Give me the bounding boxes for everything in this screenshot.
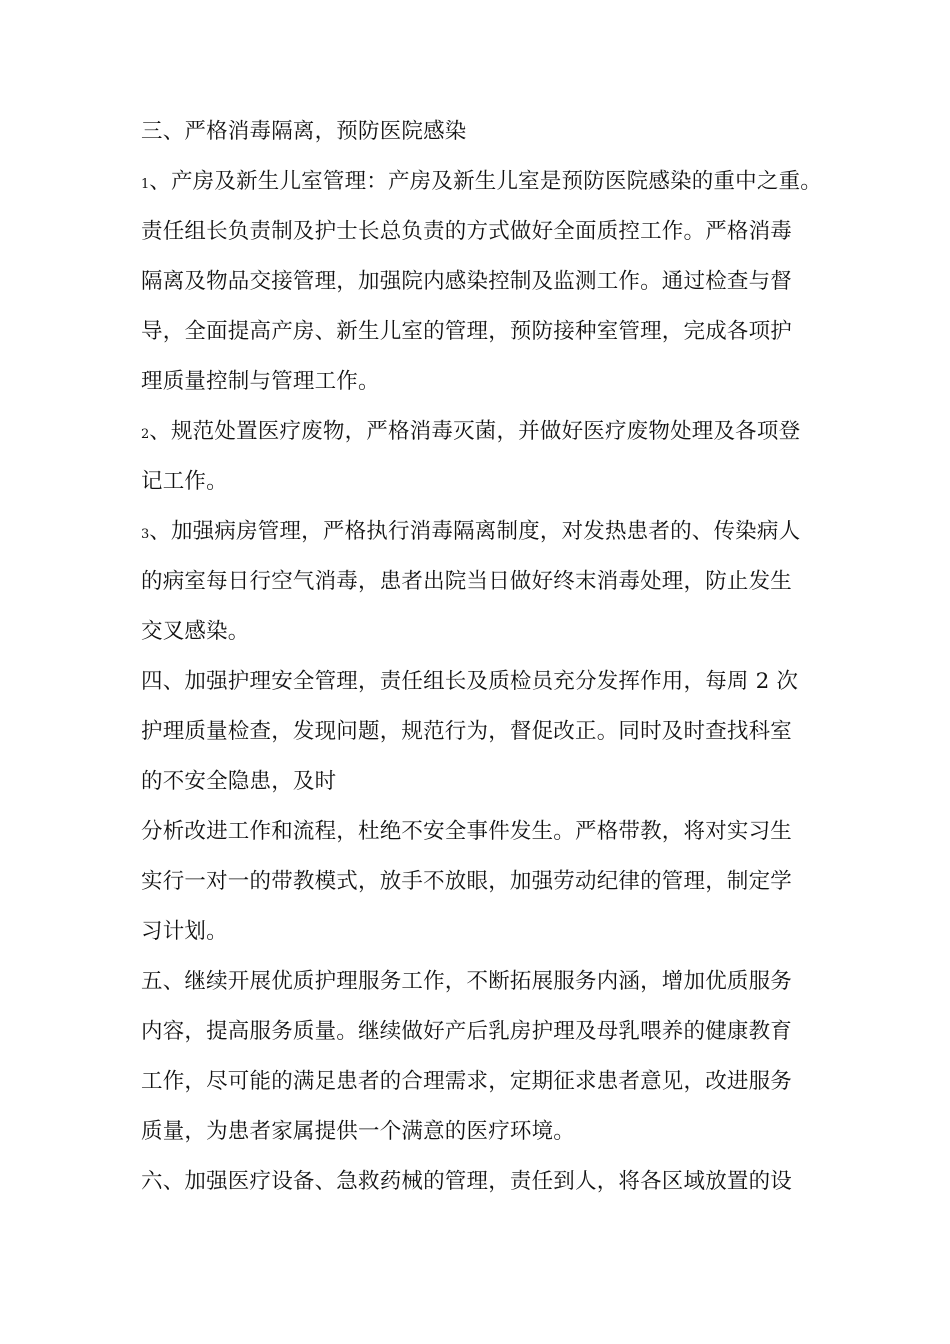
text-line: 理质量控制与管理工作。 [141,369,380,394]
text-line: 习计划。 [141,919,228,944]
text-line: 实行一对一的带教模式，放手不放眼，加强劳动纪律的管理，制定学 [141,869,793,894]
text-line: 交叉感染。 [141,619,250,644]
text-line: 内容，提高服务质量。继续做好产后乳房护理及母乳喂养的健康教育 [141,1019,793,1044]
text-line: 护理质量检查，发现问题，规范行为，督促改正。同时及时查找科室 [141,719,793,744]
text-line: 的病室每日行空气消毒，患者出院当日做好终末消毒处理，防止发生 [141,569,793,594]
text-line: 四、加强护理安全管理，责任组长及质检员充分发挥作用，每周 2 次 [141,669,799,694]
text-line: 六、加强医疗设备、急救药械的管理，责任到人，将各区域放置的设 [141,1169,793,1194]
text-line: 隔离及物品交接管理，加强院内感染控制及监测工作。通过检查与督 [141,269,793,294]
text-line: 导，全面提高产房、新生儿室的管理，预防接种室管理，完成各项护 [141,319,793,344]
text-line: 记工作。 [141,469,228,494]
text-line: 2、规范处置医疗废物，严格消毒灭菌，并做好医疗废物处理及各项登 [141,419,801,444]
text-line: 的不安全隐患，及时 [141,769,337,794]
text-line: 责任组长负责制及护士长总负责的方式做好全面质控工作。严格消毒 [141,219,793,244]
text-line: 质量，为患者家属提供一个满意的医疗环境。 [141,1119,576,1144]
text-line: 1、产房及新生儿室管理：产房及新生儿室是预防医院感染的重中之重。 [141,169,822,194]
text-line: 五、继续开展优质护理服务工作，不断拓展服务内涵，增加优质服务 [141,969,793,994]
text-line: 3、加强病房管理，严格执行消毒隔离制度，对发热患者的、传染病人 [141,519,801,544]
text-line: 分析改进工作和流程，杜绝不安全事件发生。严格带教，将对实习生 [141,819,793,844]
text-line: 三、严格消毒隔离，预防医院感染 [141,119,467,144]
text-line: 工作，尽可能的满足患者的合理需求，定期征求患者意见，改进服务 [141,1069,793,1094]
